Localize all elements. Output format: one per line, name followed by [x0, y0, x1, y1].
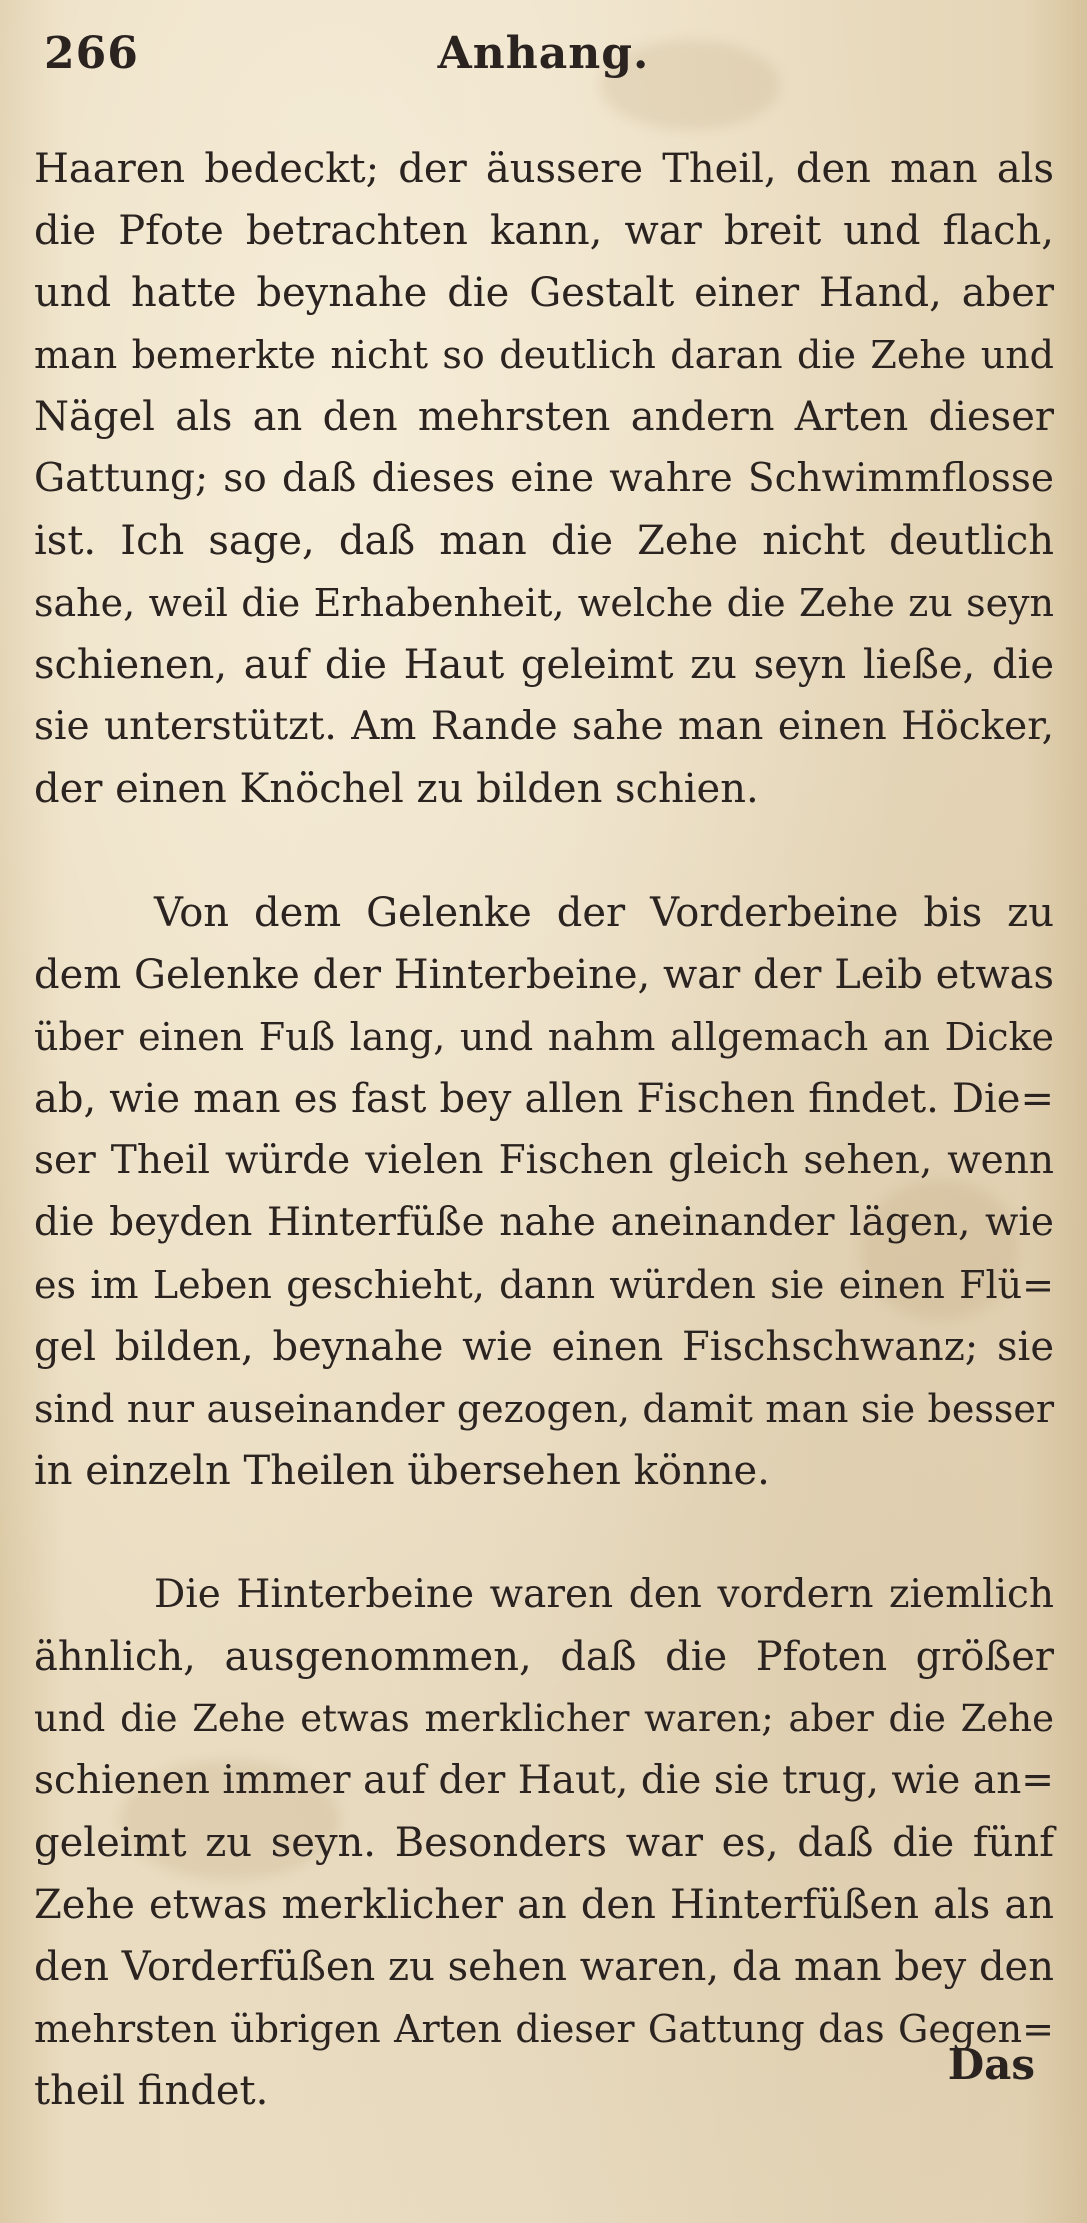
- text-line: in einzeln Theilen übersehen könne.: [34, 1448, 770, 1494]
- text-line: Zehe etwas merklicher an den Hinterfüßen als an: [34, 1882, 1054, 1928]
- text-line: ist. Ich sage, daß man die Zehe nicht deutlich: [34, 518, 1054, 564]
- text-line: Die Hinterbeine waren den vordern ziemlich: [154, 1572, 1054, 1617]
- text-line: sie unterstützt. Am Rande sahe man einen Höcker,: [34, 704, 1054, 749]
- text-line: theil findet.: [34, 2068, 269, 2114]
- text-line: sind nur auseinander gezogen, damit man sie besser: [34, 1387, 1054, 1431]
- text-line: die beyden Hinterfüße nahe aneinander lägen, wie: [34, 1200, 1054, 1245]
- body-text: [34, 138, 1054, 2122]
- text-line: der einen Knöchel zu bilden schien.: [34, 766, 759, 812]
- text-line: gel bilden, beynahe wie einen Fischschwanz; sie: [34, 1324, 1054, 1370]
- text-line: sahe, weil die Erhabenheit, welche die Zehe zu seyn: [34, 581, 1054, 625]
- text-line: und die Zehe etwas merklicher waren; aber die Zehe: [34, 1697, 1054, 1740]
- text-line: schienen, auf die Haut geleimt zu seyn ließe, die: [34, 642, 1054, 688]
- text-line: geleimt zu seyn. Besonders war es, daß die fünf: [34, 1820, 1054, 1866]
- text-line: den Vorderfüßen zu sehen waren, da man bey den: [34, 1944, 1054, 1990]
- text-line: es im Leben geschieht, dann würden sie einen Flü=: [34, 1263, 1054, 1307]
- text-line: Nägel als an den mehrsten andern Arten dieser: [34, 394, 1054, 440]
- catchword: Das: [947, 2040, 1035, 2089]
- text-line: mehrsten übrigen Arten dieser Gattung das Gegen=: [34, 2007, 1054, 2051]
- text-line: schienen immer auf der Haut, die sie trug, wie an=: [34, 1758, 1054, 1803]
- text-line: Haaren bedeckt; der äussere Theil, den man als: [34, 146, 1054, 192]
- text-line: man bemerkte nicht so deutlich daran die Zehe und: [34, 333, 1054, 377]
- text-line: ser Theil würde vielen Fischen gleich sehen, wenn: [34, 1138, 1054, 1183]
- text-line: dem Gelenke der Hinterbeine, war der Leib etwas: [34, 952, 1054, 998]
- page-header: [44, 28, 1043, 98]
- text-line: die Pfote betrachten kann, war breit und flach,: [34, 208, 1054, 254]
- text-line: Von dem Gelenke der Vorderbeine bis zu: [154, 890, 1054, 936]
- text-line: Gattung; so daß dieses eine wahre Schwimmflosse: [34, 456, 1054, 501]
- text-line: über einen Fuß lang, und nahm allgemach an Dicke: [34, 1015, 1054, 1059]
- running-head: Anhang.: [437, 28, 650, 79]
- paragraph-gap: [34, 820, 1054, 882]
- page-number: 266: [44, 28, 139, 79]
- paragraph-gap: [34, 1502, 1054, 1564]
- text-line: und hatte beynahe die Gestalt einer Hand, aber: [34, 270, 1054, 316]
- text-line: ähnlich, ausgenommen, daß die Pfoten größer: [34, 1634, 1054, 1680]
- text-line: ab, wie man es fast bey allen Fischen findet. Die=: [34, 1076, 1054, 1122]
